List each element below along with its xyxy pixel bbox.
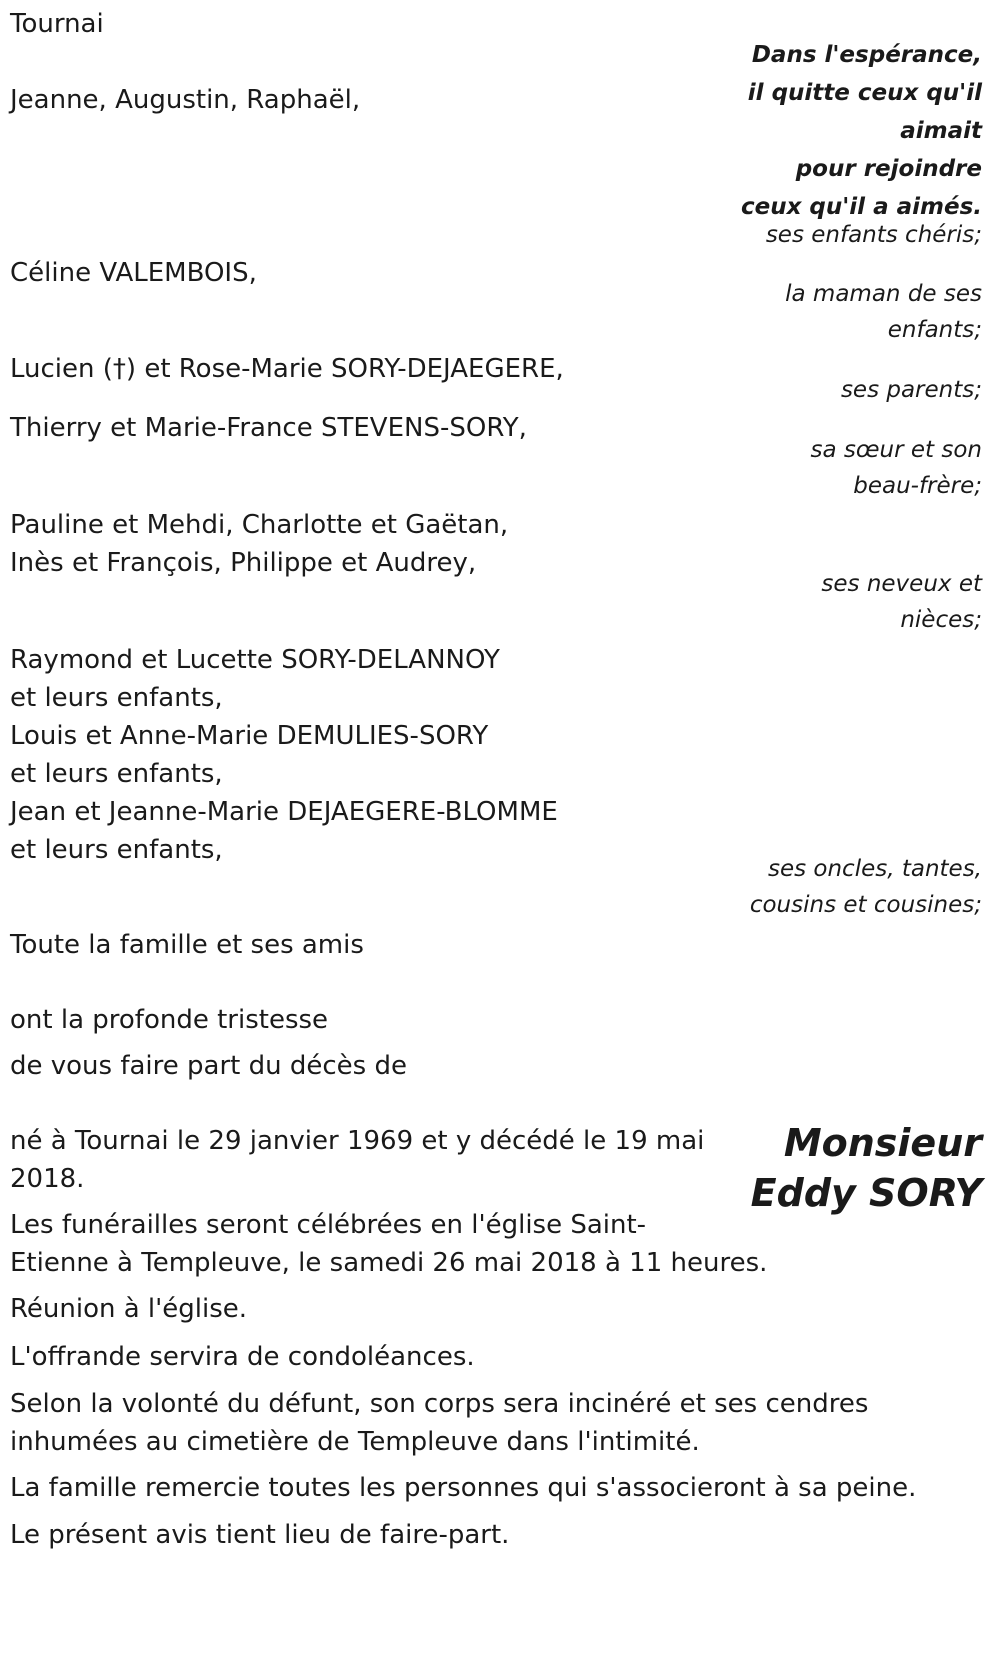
deceased-name <box>751 1118 982 1218</box>
birth-death <box>10 1122 704 1198</box>
names-line: et leurs enfants, <box>10 759 223 789</box>
sibling-relation <box>811 432 982 504</box>
children-relation: ses enfants chéris; <box>765 222 982 248</box>
text-line: 2018. <box>10 1164 85 1194</box>
relation-line: sa sœur et son <box>810 437 982 463</box>
funeral-info <box>10 1206 767 1282</box>
epigraph-line: ceux qu'il a aimés. <box>740 194 982 220</box>
relation-line: nièces; <box>900 607 982 633</box>
uncles-names <box>10 641 558 869</box>
epigraph-line: Dans l'espérance, <box>751 42 982 68</box>
epigraph-line: pour rejoindre <box>795 156 982 182</box>
wish-info <box>10 1385 868 1461</box>
parents-names: Lucien (†) et Rose-Marie SORY-DEJAEGERE, <box>10 354 564 384</box>
text-line: Selon la volonté du défunt, son corps sera incinéré et ses cendres <box>10 1389 869 1419</box>
deceased-fullname: Eddy SORY <box>750 1171 982 1215</box>
names-line: Raymond et Lucette SORY-DELANNOY <box>10 645 500 675</box>
relation-line: beau-frère; <box>853 473 982 499</box>
mother-relation <box>785 276 982 348</box>
relation-line: ses oncles, tantes, <box>767 856 982 882</box>
epigraph-line: aimait <box>900 118 982 144</box>
announcement-line: de vous faire part du décès de <box>10 1051 407 1081</box>
relation-line: enfants; <box>887 317 982 343</box>
relation-line: la maman de ses <box>785 281 982 307</box>
offering-info: L'offrande servira de condoléances. <box>10 1342 475 1372</box>
text-line: inhumées au cimetière de Templeuve dans l'intimité. <box>10 1427 700 1457</box>
announcement-line: ont la profonde tristesse <box>10 1005 329 1035</box>
deceased-title: Monsieur <box>783 1121 982 1165</box>
names-line: et leurs enfants, <box>10 835 223 865</box>
nephews-names <box>10 506 508 582</box>
names-line: Jean et Jeanne-Marie DEJAEGERE-BLOMME <box>10 797 558 827</box>
relation-line: cousins et cousines; <box>749 892 982 918</box>
sibling-names: Thierry et Marie-France STEVENS-SORY, <box>10 413 527 443</box>
names-line: Pauline et Mehdi, Charlotte et Gaëtan, <box>10 510 509 540</box>
relation-line: ses neveux et <box>821 571 982 597</box>
notice-info: Le présent avis tient lieu de faire-part. <box>10 1520 510 1550</box>
children-names: Jeanne, Augustin, Raphaël, <box>10 85 361 115</box>
place: Tournai <box>10 9 104 39</box>
uncles-relation <box>750 851 982 923</box>
names-line: et leurs enfants, <box>10 683 223 713</box>
meeting-info: Réunion à l'église. <box>10 1294 248 1324</box>
nephews-relation <box>821 566 982 638</box>
family-line: Toute la famille et ses amis <box>10 930 364 960</box>
names-line: Inès et François, Philippe et Audrey, <box>10 548 477 578</box>
thanks-info: La famille remercie toutes les personnes qui s'associeront à sa peine. <box>10 1473 917 1503</box>
text-line: Les funérailles seront célébrées en l'église Saint- <box>10 1210 647 1240</box>
parents-relation: ses parents; <box>840 377 982 403</box>
mother-names: Céline VALEMBOIS, <box>10 258 257 288</box>
epigraph-line: il quitte ceux qu'il <box>747 80 982 106</box>
epigraph <box>741 36 982 226</box>
names-line: Louis et Anne-Marie DEMULIES-SORY <box>10 721 489 751</box>
text-line: Etienne à Templeuve, le samedi 26 mai 2018 à 11 heures. <box>10 1248 768 1278</box>
text-line: né à Tournai le 29 janvier 1969 et y décédé le 19 mai <box>10 1126 705 1156</box>
